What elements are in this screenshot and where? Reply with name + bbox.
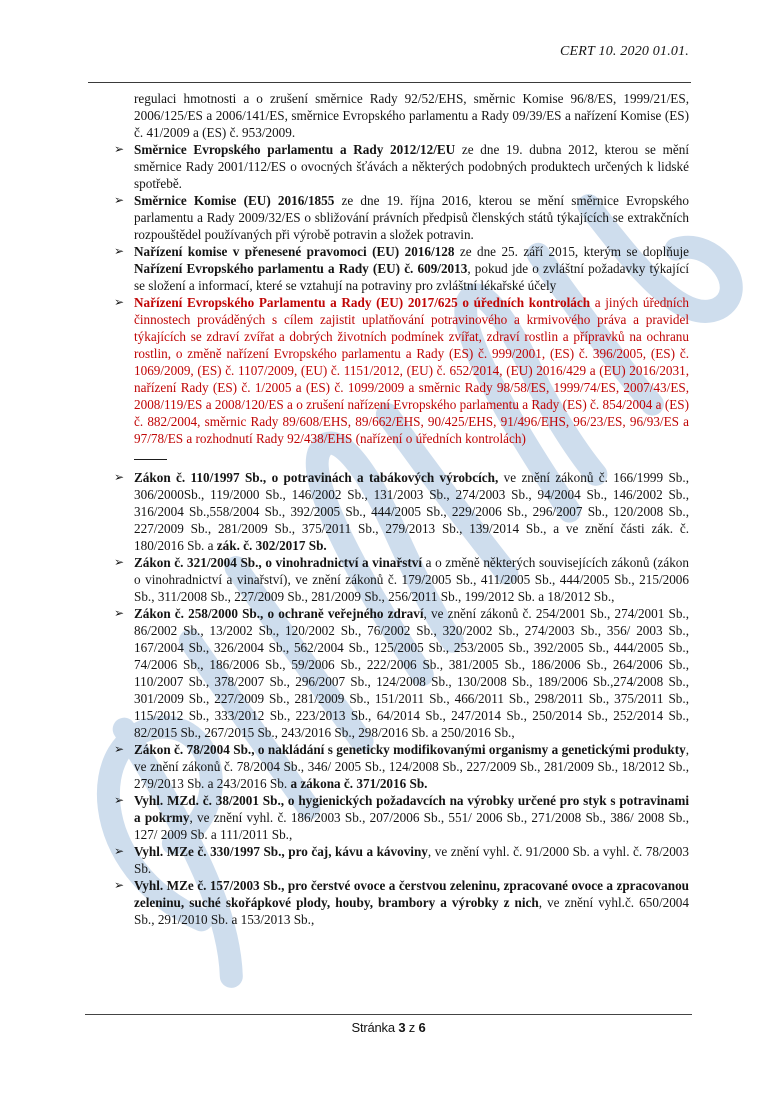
body-text: ze dne 19. října 2016, kterou se mění směrnice Evropského parlamentu a Rady 2009/32/ES o sbližování právních předpisů členských států týkajících se extrakčních rozpouštědel používaných při výrobě potravin a složek potravin.	[134, 193, 689, 242]
bullet-arrow-icon: ➢	[114, 793, 125, 807]
emphasized-text: Zákon č. 258/2000 Sb., o ochraně veřejného zdraví	[134, 606, 424, 621]
bullet-arrow-icon: ➢	[114, 244, 125, 258]
body-text: , ve znění zákonů č. 254/2001 Sb., 274/2001 Sb., 86/2002 Sb., 13/2002 Sb., 120/2002 Sb., 76/2002 Sb., 320/2002 Sb., 274/2003 Sb., 356/ 2003 Sb., 167/2004 Sb., 326/2004 Sb., 562/2004 Sb., 125/2005 Sb., 253/2005 Sb., 392/2005 Sb., 444/2005 Sb., 74/2006 Sb., 186/2006 Sb., 59/2006 Sb., 222/2006 Sb., 381/2005 Sb., 186/2006 Sb., 264/2006 Sb., 110/2007 Sb., 378/2007 Sb., 296/2007 Sb., 124/2008 Sb., 130/2008 Sb., 189/2006 Sb.,274/2008 Sb., 301/2009 Sb., 227/2009 Sb., 281/2009 Sb., 151/2011 Sb., 466/2011 Sb., 298/2011 Sb., 375/2011 Sb., 115/2012 Sb., 333/2012 Sb., 223/2013 Sb., 64/2014 Sb., 247/2014 Sb., 250/2014 Sb., 252/2014 Sb., 82/2015 Sb., 267/2015 Sb., 243/2016 Sb., 298/2016 Sb. a 250/2016 Sb.,	[134, 606, 690, 740]
bullet-arrow-icon: ➢	[114, 295, 125, 309]
body-text: , ve znění vyhl. č. 91/2000 Sb. a vyhl. č. 78/2003 Sb.	[134, 844, 689, 876]
body-text: ze dne 25. září 2015, kterým se doplňuje	[454, 244, 689, 259]
emphasized-text: Nařízení Evropského parlamentu a Rady (EU) č. 609/2013	[134, 261, 468, 276]
emphasized-text: Zákon č. 110/1997 Sb., o potravinách a tabákových výrobcích,	[134, 470, 499, 485]
bullet-arrow-icon: ➢	[114, 878, 125, 892]
emphasized-text: Vyhl. MZe č. 330/1997 Sb., pro čaj, kávu a kávoviny	[134, 844, 428, 859]
list-item	[114, 554, 689, 605]
page-number	[0, 1020, 777, 1035]
body-text: , ve znění zákonů č. 78/2004 Sb., 346/ 2005 Sb., 124/2008 Sb., 227/2009 Sb., 281/2009 Sb., 18/2012 Sb., 279/2013 Sb. a 243/2016 Sb.	[134, 742, 689, 791]
document-body	[114, 90, 690, 928]
body-text: regulaci hmotnosti a o zrušení směrnice Rady 92/52/EHS, směrnic Komise 96/8/ES, 1999/21/ES, 2006/125/ES a 2006/141/ES, směrnice Evropského parlamentu a Rady 09/39/ES a nařízení Komise (ES) č. 41/2009 a (ES) č. 953/2009.	[134, 91, 689, 140]
emphasized-text: Vyhl. MZe č. 157/2003 Sb., pro čerstvé ovoce a čerstvou zeleninu, zpracované ovoce a zpracovanou zeleninu, suché skořápkové plody, houby, brambory a výrobky z nich	[134, 878, 689, 910]
list-item	[114, 192, 689, 243]
section-divider	[134, 459, 167, 460]
page-number-of: z	[405, 1020, 419, 1035]
body-text: a o změně některých souvisejících zákonů (zákon o vinohradnictví a vinařství), ve znění zákonů č. 179/2005 Sb., 411/2005 Sb., 444/2005 Sb., 215/2006 Sb., 311/2008 Sb., 227/2009 Sb., 281/2009 Sb., 256/2011 Sb., 199/2012 Sb. a 18/2012 Sb.,	[134, 555, 689, 604]
body-text: , ve znění vyhl. č. 186/2003 Sb., 207/2006 Sb., 551/ 2006 Sb., 271/2008 Sb., 386/ 2008 Sb., 127/ 2009 Sb. a 111/2011 Sb.,	[134, 810, 689, 842]
list-item	[114, 141, 689, 192]
page-number-current: 3	[398, 1020, 406, 1035]
emphasized-text: Směrnice Evropského parlamentu a Rady 2012/12/EU	[134, 142, 456, 157]
list-item	[114, 792, 689, 843]
list-item	[114, 294, 690, 447]
page-number-prefix: Stránka	[351, 1020, 399, 1035]
list-item	[114, 741, 689, 792]
paragraph	[134, 90, 689, 141]
list-item	[114, 243, 689, 294]
emphasized-text: Nařízení Evropského Parlamentu a Rady (EU) 2017/625 o úředních kontrolách	[134, 295, 591, 310]
body-text: , ve znění vyhl.č. 650/2004 Sb., 291/2010 Sb. a 153/2013 Sb.,	[134, 895, 689, 927]
body-text: ve znění zákonů č. 166/1999 Sb., 306/2000Sb., 119/2000 Sb., 146/2002 Sb., 131/2003 Sb., 274/2003 Sb., 94/2004 Sb., 146/2002 Sb., 316/2004 Sb.,558/2004 Sb., 392/2005 Sb., 444/2005 Sb., 229/2006 Sb., 296/2007 Sb., 120/2008 Sb., 227/2009 Sb., 281/2009 Sb., 375/2011 Sb., 279/2013 Sb., 139/2014 Sb., a ve znění části zák. č. 180/2016 Sb. a	[134, 470, 689, 553]
body-text: a jiných úředních činnostech prováděných s cílem zajistit uplatňování potravinového a krmivového práva a pravidel týkajících se zdraví zvířat a dobrých životních podmínek zvířat, zdraví rostlin a přípravků na ochranu rostlin, o změně nařízení Evropského parlamentu a Rady (ES) č. 999/2001, (ES) č. 396/2005, (ES) č. 1069/2009, (ES) č. 1107/2009, (EU) č. 1151/2012, (EU) č. 652/2014, (EU) 2016/429 a (EU) 2016/2031, nařízení Rady (ES) č. 1/2005 a (ES) č. 1099/2009 a směrnic Rady 98/58/ES, 1999/74/ES, 2007/43/ES, 2008/119/ES a 2008/120/ES a o zrušení nařízení Evropského parlamentu a Rady (ES) č. 854/2004 a (ES) č. 882/2004, směrnic Rady 89/608/EHS, 89/662/EHS, 90/425/EHS, 91/496/EHS, 96/23/ES, 96/93/ES a 97/78/ES a rozhodnutí Rady 92/438/EHS (nařízení o úředních kontrolách)	[134, 295, 690, 446]
list-item	[114, 877, 689, 928]
emphasized-text: Zákon č. 78/2004 Sb., o nakládání s geneticky modifikovanými organismy a genetickými produkty	[134, 742, 686, 757]
bullet-arrow-icon: ➢	[114, 606, 125, 620]
list-item	[114, 605, 690, 741]
bullet-arrow-icon: ➢	[114, 844, 125, 858]
emphasized-text: Zákon č. 321/2004 Sb., o vinohradnictví a vinařství	[134, 555, 423, 570]
bullet-arrow-icon: ➢	[114, 555, 125, 569]
emphasized-text: zák. č. 302/2017 Sb.	[216, 538, 327, 553]
footer-rule	[85, 1014, 692, 1015]
bullet-arrow-icon: ➢	[114, 193, 125, 207]
body-text: , pokud jde o zvláštní požadavky týkající se složení a informací, které se vztahují na potraviny pro zvláštní lékařské účely	[134, 261, 689, 293]
bullet-arrow-icon: ➢	[114, 742, 125, 756]
emphasized-text: a zákona č. 371/2016 Sb.	[290, 776, 428, 791]
list-item	[114, 843, 689, 877]
list-item	[114, 469, 689, 554]
bullet-arrow-icon: ➢	[114, 470, 125, 484]
emphasized-text: Vyhl. MZd. č. 38/2001 Sb., o hygienických požadavcích na výrobky určené pro styk s potravinami a pokrmy	[134, 793, 689, 825]
page-number-total: 6	[418, 1020, 426, 1035]
page-header-title: CERT 10. 2020 01.01.	[560, 44, 689, 59]
bullet-arrow-icon: ➢	[114, 142, 125, 156]
emphasized-text: Nařízení komise v přenesené pravomoci (EU) 2016/128	[134, 244, 455, 259]
header-rule	[88, 82, 691, 83]
body-text: ze dne 19. dubna 2012, kterou se mění směrnice Rady 2001/112/ES o ovocných šťávách a některých podobných produktech určených k lidské spotřebě.	[134, 142, 689, 191]
emphasized-text: Směrnice Komise (EU) 2016/1855	[134, 193, 335, 208]
